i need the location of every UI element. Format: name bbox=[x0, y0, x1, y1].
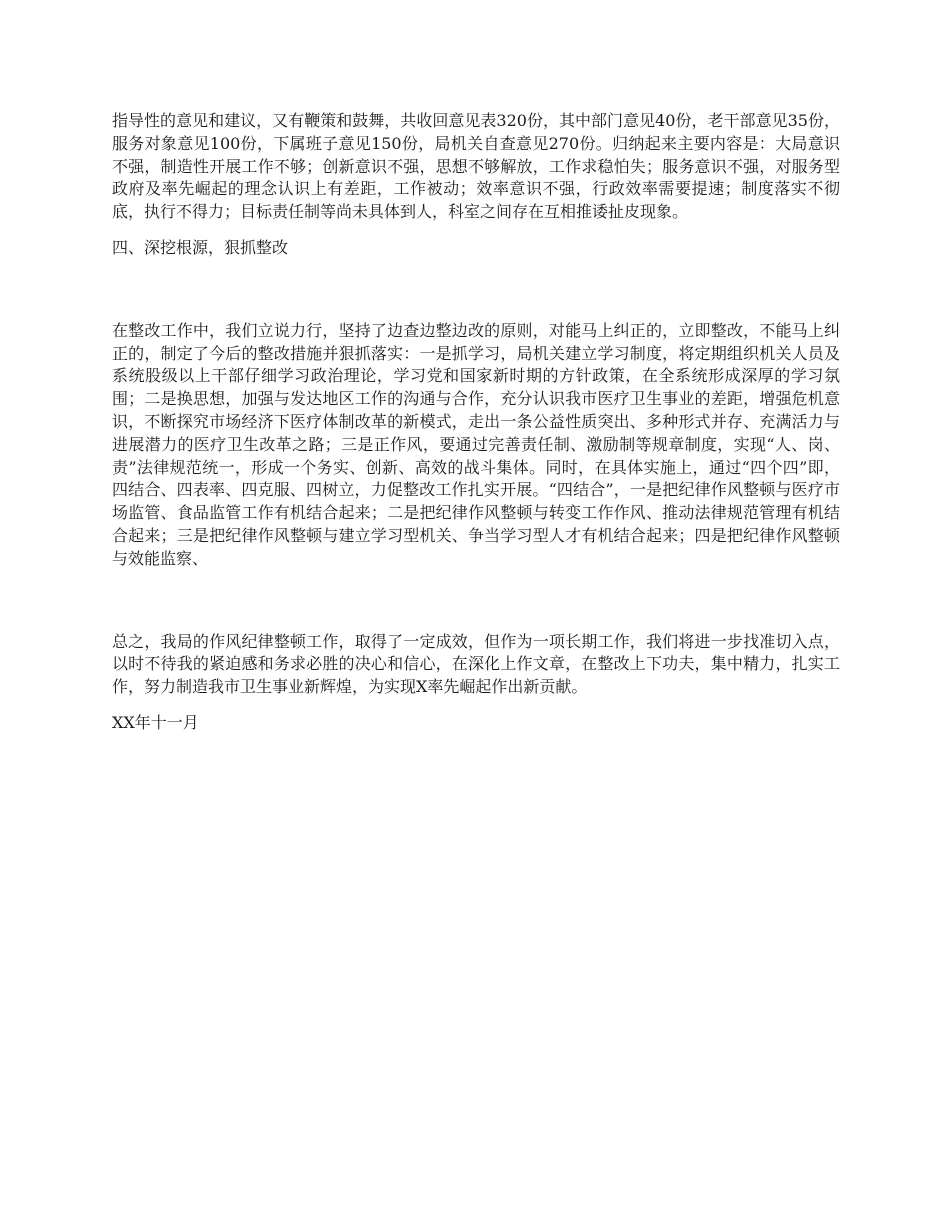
document-page bbox=[112, 110, 840, 735]
paragraph-feedback-summary: 指导性的意见和建议，又有鞭策和鼓舞，共收回意见表320份，其中部门意见40份，老干部意见35份，服务对象意见100份，下属班子意见150份，局机关自查意见270份。归纳起来主要内容是：大局意识不强，制造性开展工作不够；创新意识不强，思想不够解放，工作求稳怕失；服务意识不强，对服务型政府及率先崛起的理念认识上有差距，工作被动；效率意识不强，行政效率需要提速；制度落实不彻底，执行不得力；目标责任制等尚未具体到人，科室之间存在互相推诿扯皮现象。 bbox=[112, 111, 840, 222]
section-heading: 四、深挖根源，狠抓整改 bbox=[112, 237, 289, 257]
date-line: XX年十一月 bbox=[112, 712, 199, 732]
paragraph-conclusion: 总之，我局的作风纪律整顿工作，取得了一定成效，但作为一项长期工作，我们将进一步找准切入点，以时不待我的紧迫感和务求必胜的决心和信心，在深化上作文章，在整改上下功夫，集中精力，扎实工作，努力制造我市卫生事业新辉煌，为实现X率先崛起作出新贡献。 bbox=[112, 631, 840, 697]
paragraph-rectification: 在整改工作中，我们立说力行，坚持了边查边整边改的原则，对能马上纠正的，立即整改，不能马上纠正的，制定了今后的整改措施并狠抓落实：一是抓学习，局机关建立学习制度，将定期组织机关人员及系统股级以上干部仔细学习政治理论，学习党和国家新时期的方针政策，在全系统形成深厚的学习氛围；二是换思想，加强与发达地区工作的沟通与合作，充分认识我市医疗卫生事业的差距，增强危机意识，不断探究市场经济下医疗体制改革的新模式，走出一条公益性质突出、多种形式并存、充满活力与进展潜力的医疗卫生改革之路；三是正作风，要通过完善责任制、激励制等规章制度，实现“人、岗、责”法律规范统一，形成一个务实、创新、高效的战斗集体。同时，在具体实施上，通过“四个四”即，四结合、四表率、四克服、四树立，力促整改工作扎实开展。“四结合”，一是把纪律作风整顿与医疗市场监管、食品监管工作有机结合起来；二是把纪律作风整顿与转变工作作风、推动法律规范管理有机结合起来；三是把纪律作风整顿与建立学习型机关、争当学习型人才有机结合起来；四是把纪律作风整顿与效能监察、 bbox=[112, 320, 840, 568]
